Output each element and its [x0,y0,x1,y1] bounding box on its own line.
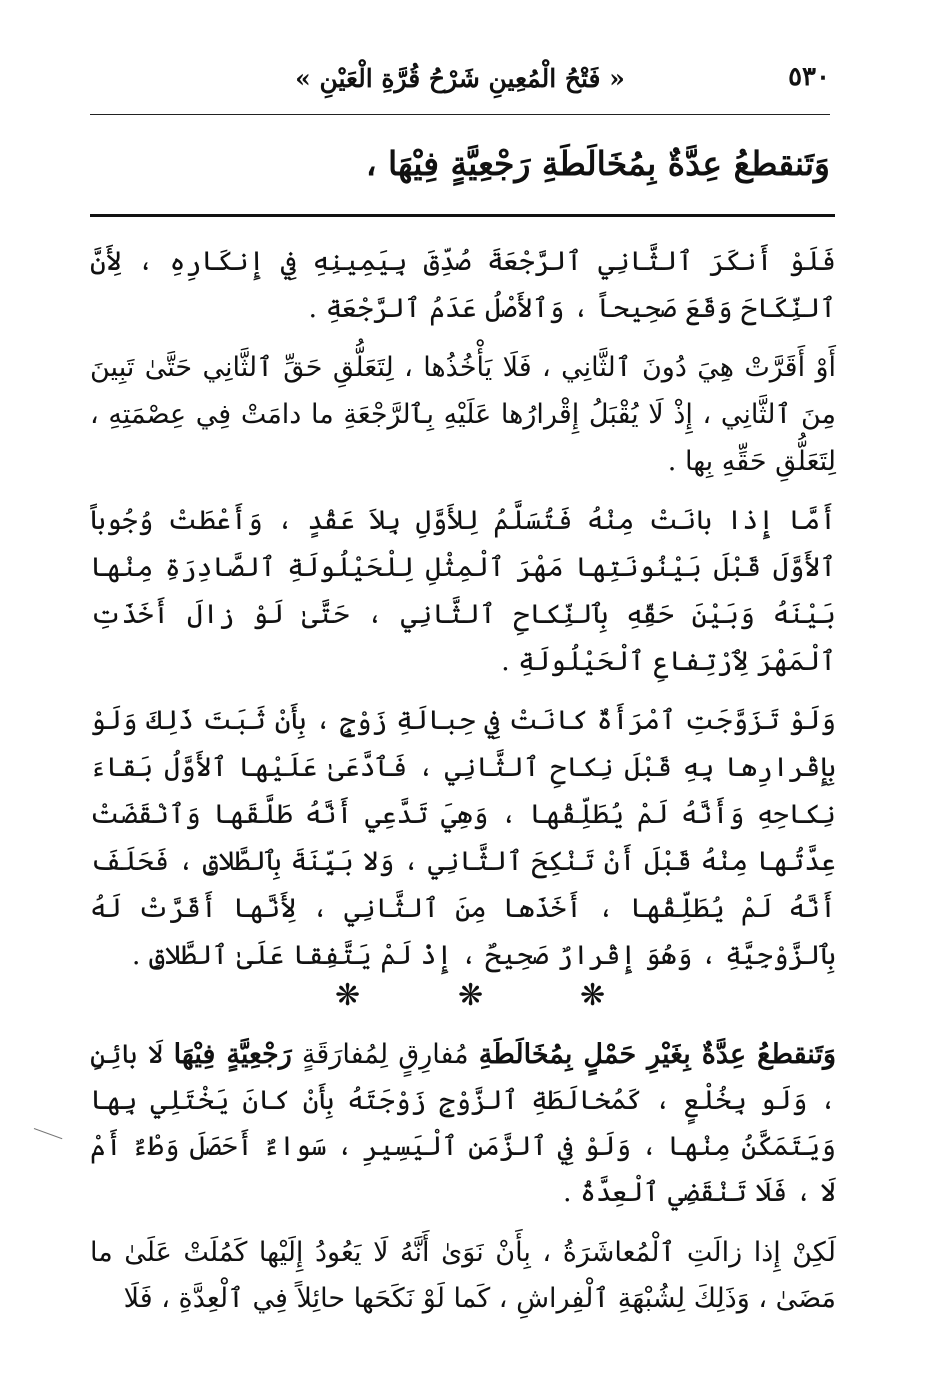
margin-mark [34,1128,63,1139]
running-header [90,58,830,102]
commentary-block [90,238,836,991]
section-2-paragraph-2: لَكِنْ إِذا زالَتِ ٱلْمُعاشَرَةُ ، بِأَنْ نَوَىٰ أَنَّهُ لَا يَعُودُ إِلَيْها كَمُلَتْ عَلَىٰ ما مَضَىٰ ، وَذَلِكَ لِشُبْهَةِ ٱلْفِراشِ ، كَما لَوْ نَكَحَها حائِلاً فِي ٱلْعِدَّةِ ، فَلَا [90,1237,836,1314]
matn-inline-text: وَتَنقطعُ عِدَّةٌ بِغَيْرِ حَمْلٍ بِمُخَالَطَةِ [478,1039,837,1070]
header-rule [90,114,830,115]
book-title: « فَتْحُ الْمُعِينِ شَرْحُ قُرَّةِ الْعَيْنِ » [295,64,625,93]
asterisk-ornament: ❋ [458,978,484,1013]
matn-separator-rule [90,214,835,217]
matn-inline-text: رَجْعِيَّةٍ فِيْهَا [173,1039,292,1070]
asterisk-ornament: ❋ [335,978,361,1013]
paragraph-3: أَمَّا إِذا بانَتْ مِنْهُ فَتُسَلَّمُ لِلأَوَّلِ بِلاَ عَقْدٍ ، وَأَعْطَتْ وُجُوباً ٱلأَوَّلَ قَبْلَ بَيْنُونَتِها مَهْرَ ٱلْمِثْلِ لِلْحَيْلُولَةِ ٱلصَّادِرَةِ مِنْها بَيْنَهُ وَبَيْنَ حَقِّهِ بِٱلنِّكاحِ ٱلثَّانِي ، حَتَّىٰ لَوْ زالَ أَخَذَتِ ٱلْمَهْرَ لِٱرْتِفاعِ ٱلْحَيْلُولَةِ . [90,505,836,677]
sharh-inline-text: مُفارِقٍ لِمُفارَقَةٍ [291,1039,479,1070]
paragraph-2: أَوْ أَقَرَّتْ هِيَ دُونَ ٱلثَّانِي ، فَلَا يَأْخُذُها ، لِتَعَلُّقِ حَقِّ ٱلثَّانِي حَتَّىٰ تَبِينَ مِنَ ٱلثَّانِي ، إِذْ لَا يُقْبَلُ إِقْرارُها عَلَيْهِ بِٱلرَّجْعَةِ ما دامَتْ فِي عِصْمَتِهِ ، لِتَعَلُّقِ حَقِّهِ بِها . [90,352,836,477]
paragraph-1: فَلَوْ أَنكَرَ ٱلثَّانِي ٱلرَّجْعَةَ صُدِّقَ بِيَمِينِهِ فِي إِنكَارِهِ ، لِأَنَّ ٱلنِّكَاحَ وَقَعَ صَحِيحاً ، وَٱلأَصْلُ عَدَمُ ٱلرَّجْعَةِ . [90,246,836,324]
sharh-inline-text: لَا بائِنٍ ، وَلَو بِخُلْعٍ ، كَمُخالَطَةِ ٱلزَّوْجِ زَوْجَتَهُ بِأَنْ كانَ يَخْتَلِي بِها وَيَتَمَكَّنُ مِنْها ، وَلَوْ فِي ٱلزَّمَنِ ٱلْيَسِيرِ ، سَواءٌ أَحَصَلَ وَطْءٌ أَمْ لَا ، فَلَا تَنْقَضِي ٱلْعِدَّةُ . [90,1039,836,1208]
section-2-block [90,1032,836,1336]
paragraph-4: وَلَوْ تَزَوَّجَتِ ٱمْرَأَةٌ كانَتْ فِي حِبالَةِ زَوْجٍ ، بِأَنْ ثَبَتَ ذَلِكَ وَلَوْ بِإِقْرارِها بِهِ قَبْلَ نِكاحِ ٱلثَّانِي ، فَٱدَّعَىٰ عَلَيْها ٱلأَوَّلُ بَقاءَ نِكاحِهِ وَأَنَّهُ لَمْ يُطَلِّقْها ، وَهِيَ تَدَّعِي أَنَّهُ طَلَّقَها وَٱنْقَضَتْ عِدَّتُها مِنْهُ قَبْلَ أَنْ تَنْكِحَ ٱلثَّانِي ، وَلا بَيِّنَةَ بِٱلطَّلاقِ ، فَحَلَفَ أَنَّهُ لَمْ يُطَلِّقْها ، أَخَذَها مِنَ ٱلثَّانِي ، لِأَنَّها أَقَرَّتْ لَهُ بِٱلزَّوْجِيَّةِ ، وَهُوَ إِقْرارٌ صَحِيحٌ ، إِذْ لَمْ يَتَّفِقا عَلَىٰ ٱلطَّلاقِ . [90,705,836,971]
matn-heading: وَتَنقطعُ عِدَّةٌ بِمُخَالَطَةِ رَجْعِيَّةٍ فِيْهَا ، [365,144,830,183]
asterisk-ornament: ❋ [580,978,606,1013]
section-divider [0,978,944,1014]
page-number: ٥٣٠ [788,62,830,92]
section-2-paragraph-1 [90,1032,836,1216]
